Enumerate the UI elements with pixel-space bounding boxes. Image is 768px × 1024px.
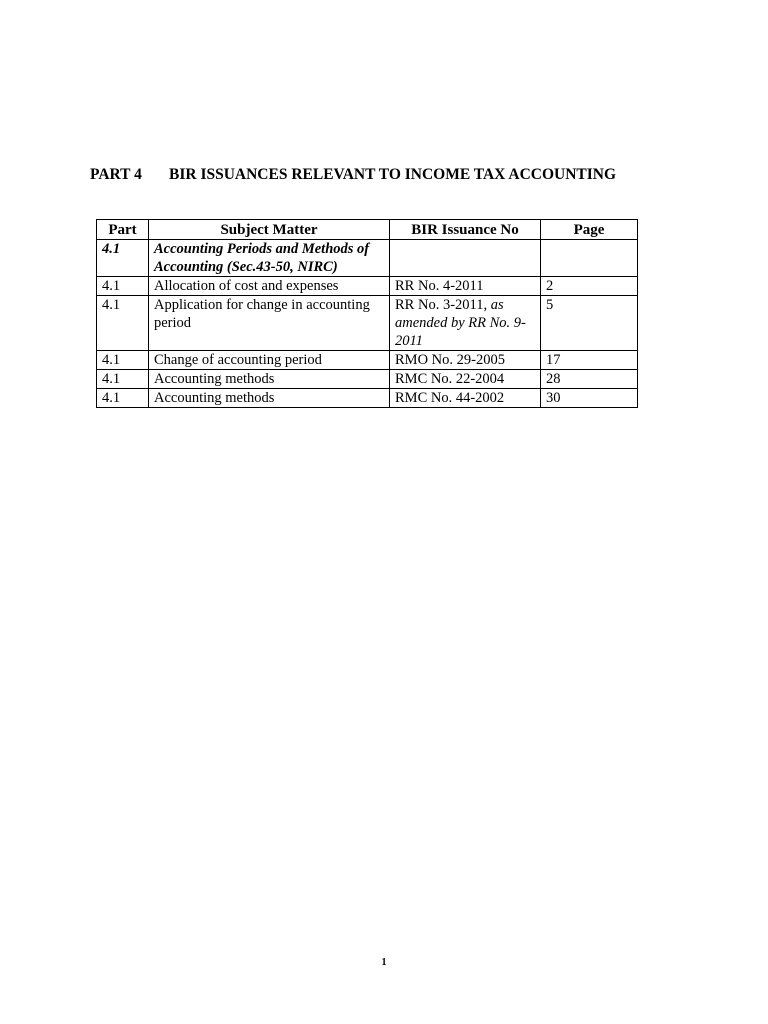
row-page: 2	[541, 277, 638, 296]
issuance-number: RR No. 3-2011,	[395, 297, 488, 313]
section-title: BIR ISSUANCES RELEVANT TO INCOME TAX ACCOUNTING	[169, 166, 617, 183]
header-page: Page	[541, 220, 638, 240]
table-header-row	[97, 220, 638, 240]
group-subject: Accounting Periods and Methods of Accounting (Sec.43-50, NIRC)	[149, 240, 390, 277]
issuance-number: RR No. 4-2011	[395, 278, 484, 294]
part-number: PART 4	[90, 166, 142, 183]
row-page: 28	[541, 370, 638, 389]
header-subject-matter: Subject Matter	[149, 220, 390, 240]
header-bir-issuance-no: BIR Issuance No	[390, 220, 541, 240]
issuances-table	[96, 219, 638, 408]
row-page: 30	[541, 389, 638, 408]
issuance-number: RMO No. 29-2005	[395, 352, 505, 368]
table-row	[97, 389, 638, 408]
row-issuance	[390, 277, 541, 296]
row-issuance	[390, 351, 541, 370]
group-part: 4.1	[97, 240, 149, 277]
row-page: 5	[541, 296, 638, 351]
row-part: 4.1	[97, 370, 149, 389]
issuance-amendment-note: as amended by RR No. 9-2011	[395, 297, 526, 349]
row-subject: Allocation of cost and expenses	[149, 277, 390, 296]
row-part: 4.1	[97, 277, 149, 296]
row-issuance	[390, 296, 541, 351]
row-part: 4.1	[97, 351, 149, 370]
row-part: 4.1	[97, 389, 149, 408]
table-group-row	[97, 240, 638, 277]
header-part: Part	[97, 220, 149, 240]
issuance-number: RMC No. 22-2004	[395, 371, 505, 387]
table-row	[97, 277, 638, 296]
row-issuance	[390, 370, 541, 389]
row-subject: Change of accounting period	[149, 351, 390, 370]
row-subject: Application for change in accounting period	[149, 296, 390, 351]
row-page: 17	[541, 351, 638, 370]
group-issuance	[390, 240, 541, 277]
row-part: 4.1	[97, 296, 149, 351]
table-row	[97, 370, 638, 389]
row-subject: Accounting methods	[149, 370, 390, 389]
table-row	[97, 351, 638, 370]
issuance-number: RMC No. 44-2002	[395, 390, 505, 406]
row-subject: Accounting methods	[149, 389, 390, 408]
table-row	[97, 296, 638, 351]
page-number: 1	[381, 957, 387, 968]
group-page	[541, 240, 638, 277]
row-issuance	[390, 389, 541, 408]
